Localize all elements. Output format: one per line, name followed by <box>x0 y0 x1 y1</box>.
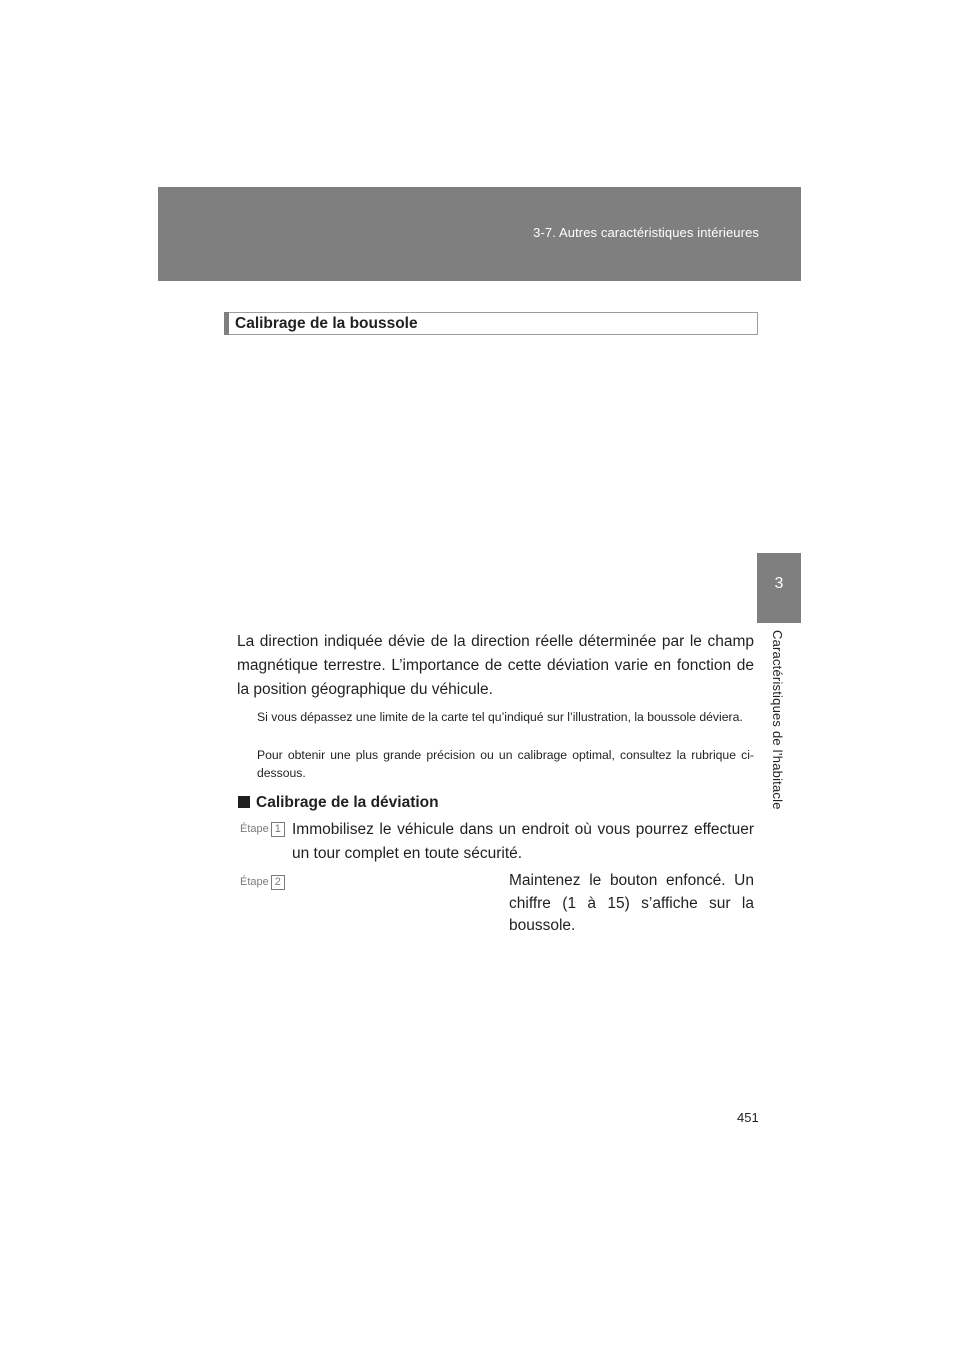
page-number: 451 <box>737 1110 759 1125</box>
note-paragraph: Pour obtenir une plus grande précision ou un calibrage optimal, consultez la rubrique ci-dessous. <box>257 748 754 780</box>
chapter-tab-number: 3 <box>774 575 784 592</box>
intro-paragraph: La direction indiquée dévie de la direction réelle déterminée par le champ magnétique terrestre. L’importance de cette déviation varie en fonction de la position géographique du véhicule. <box>237 633 754 698</box>
note-paragraph: Si vous dépassez une limite de la carte tel qu’indiqué sur l’illustration, la boussole déviera. <box>257 710 743 724</box>
step-text: Maintenez le bouton enfoncé. Un chiffre (1 à 15) s’affiche sur la boussole. <box>509 872 754 934</box>
chapter-tab <box>757 553 801 623</box>
section-title: Calibrage de la boussole <box>235 315 418 332</box>
chapter-title: 3-7. Autres caractéristiques intérieures <box>533 225 759 240</box>
step-label: Étape <box>240 823 269 835</box>
subsection-title: Calibrage de la déviation <box>256 794 439 811</box>
subsection-heading <box>238 794 439 812</box>
step-badge <box>238 875 290 890</box>
step-number: 1 <box>271 822 285 837</box>
section-heading <box>224 312 758 335</box>
section-heading-marker <box>224 312 229 335</box>
step-label: Étape <box>240 876 269 888</box>
chapter-side-label <box>770 630 788 820</box>
step-number: 2 <box>271 875 285 890</box>
chapter-header-band <box>158 187 801 281</box>
chapter-side-label-text: Caractéristiques de l’habitacle <box>770 630 785 810</box>
bullet-square-icon <box>238 796 250 808</box>
step-badge <box>238 822 290 837</box>
step-text: Immobilisez le véhicule dans un endroit où vous pourrez effectuer un tour complet en toute sécurité. <box>292 821 754 862</box>
